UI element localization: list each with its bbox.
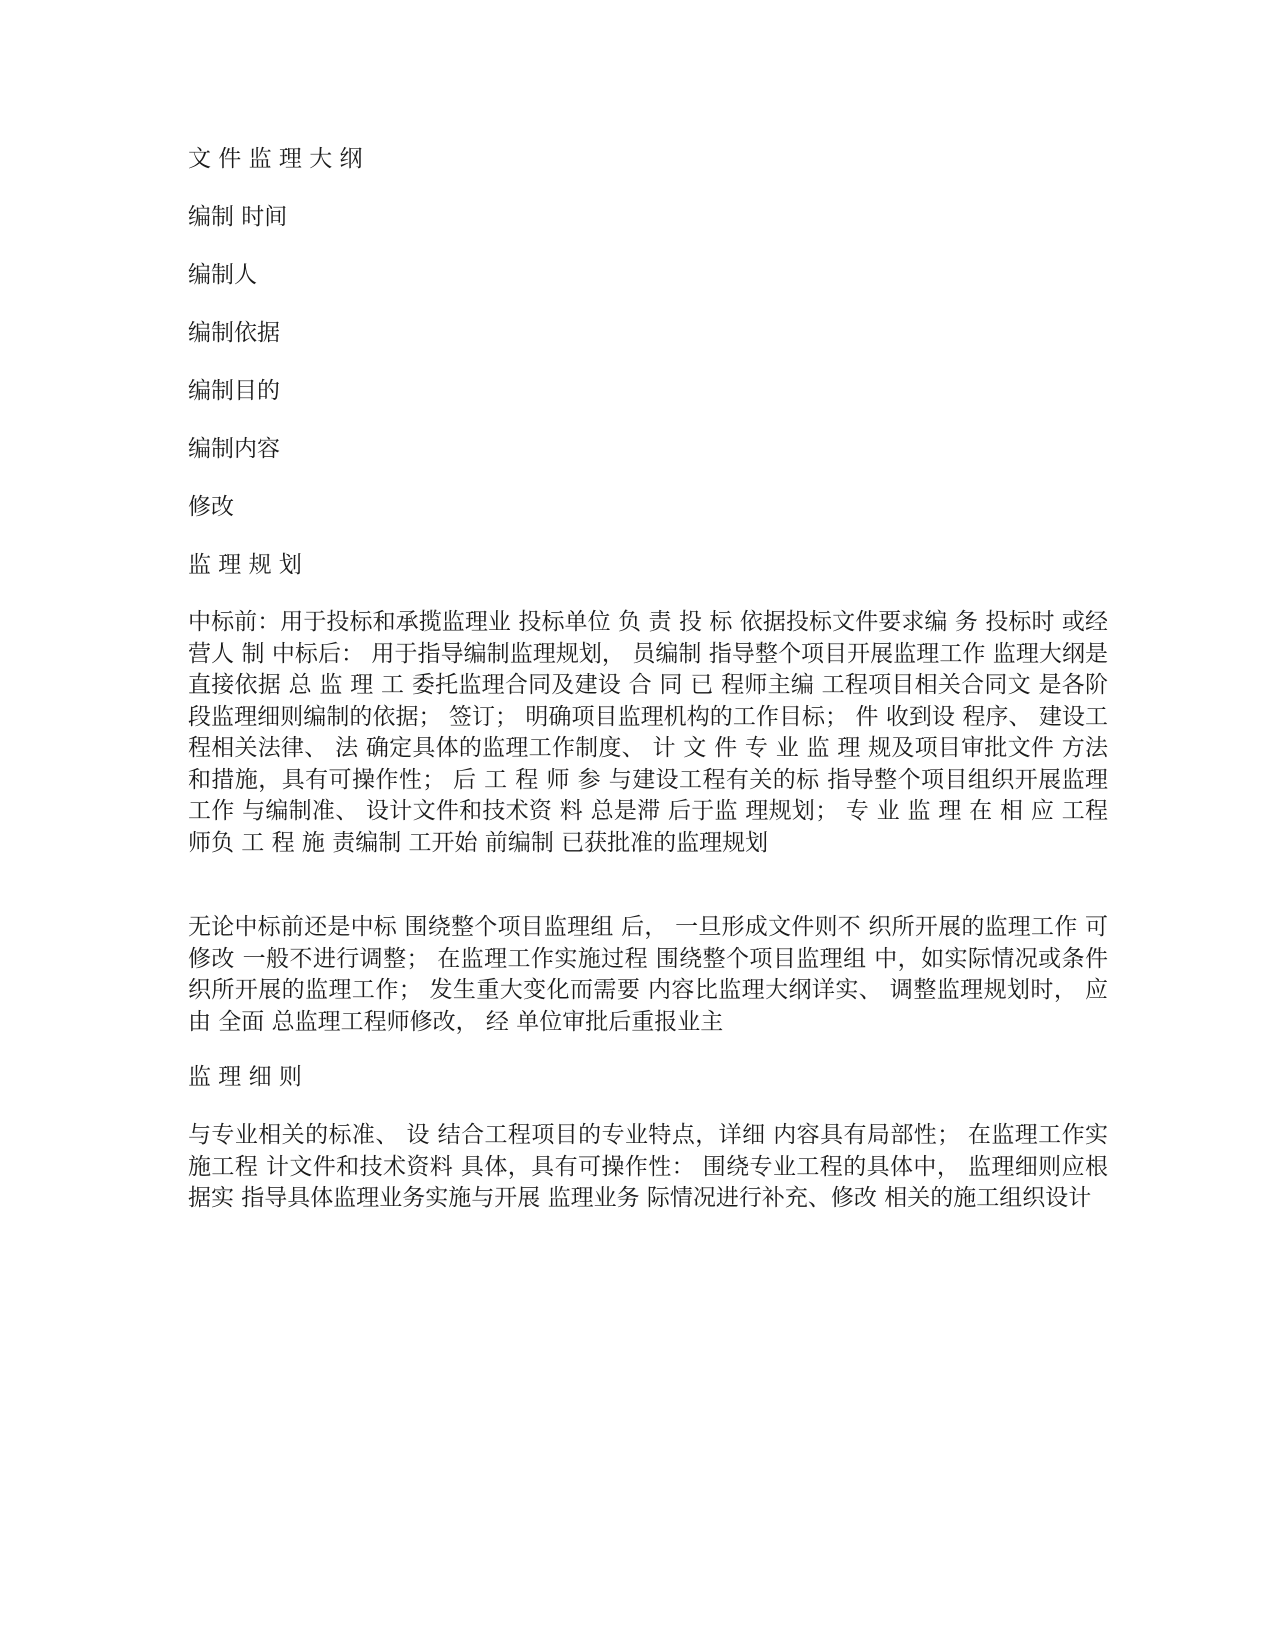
field-compile-basis: 编制依据 <box>188 320 280 346</box>
paragraph-planning-details: 中标前：用于投标和承揽监理业 投标单位 负 责 投 标 依据投标文件要求编 务 投标时 或经营人 制 中标后： 用于指导编制监理规划， 员编制 指导整个项目开展监理工作 监理大纲是直接依据 总 监 理 工 委托监理合同及建设 合 同 已 程师主编 工程项目相关合同文 是各阶段监理细则编制的依据； 签订； 明确项目监理机构的工作目标； 件 收到设 程序、 建设工程相关法律、 法 确定具体的监理工作制度、 计 文 件 专 业 监 理 规及项目审批文件 方法和措施，具有可操作性； 后 工 程 师 参 与建设工程有关的标 指导整个项目组织开展监理工作 与编制准、 设计文件和技术资 料 总是滞 后于监 理规划； 专 业 监 理 在 相 应 工程师负 工 程 施 责编制 工开始 前编制 已获批准的监理规划 <box>188 609 1108 856</box>
section-heading-rules: 监 理 细 则 <box>188 1064 302 1090</box>
document-title: 文 件 监 理 大 纲 <box>188 146 363 172</box>
paragraph-rules-details: 与专业相关的标准、 设 结合工程项目的专业特点，详细 内容具有局部性； 在监理工作实施工程 计文件和技术资料 具体，具有可操作性： 围绕专业工程的具体中， 监理细则应根据实 指导具体监理业务实施与开展 监理业务 际情况进行补充、修改 相关的施工组织设计 <box>188 1122 1108 1211</box>
field-compile-content: 编制内容 <box>188 436 280 462</box>
field-revision: 修改 <box>188 494 234 520</box>
paragraph-planning-revision: 无论中标前还是中标 围绕整个项目监理组 后， 一旦形成文件则不 织所开展的监理工作 可修改 一般不进行调整； 在监理工作实施过程 围绕整个项目监理组 中，如实际情况或条件 织所开展的监理工作； 发生重大变化而需要 内容比监理大纲详实、 调整监理规划时， 应由 全面 总监理工程师修改， 经 单位审批后重报业主 <box>188 914 1108 1035</box>
section-heading-planning: 监 理 规 划 <box>188 552 302 578</box>
field-compile-time: 编制 时间 <box>188 204 288 230</box>
field-compile-purpose: 编制目的 <box>188 378 280 404</box>
field-compiler: 编制人 <box>188 262 257 288</box>
